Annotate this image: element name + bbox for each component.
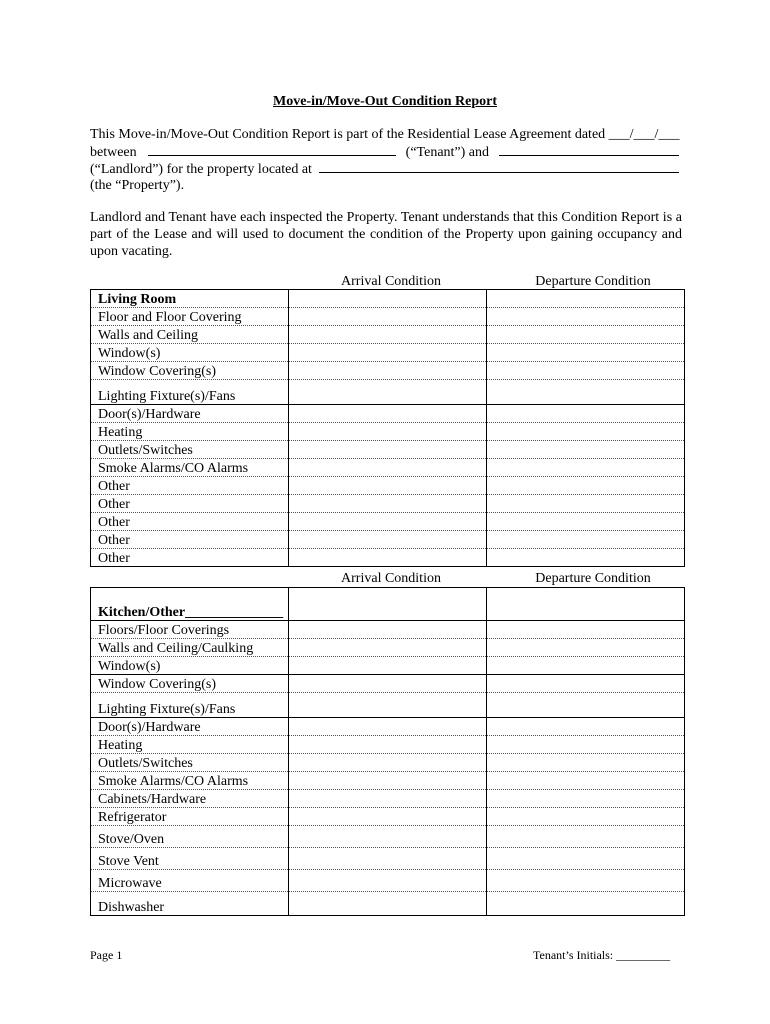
kitchen-item: Stove/Oven <box>91 826 289 848</box>
kitchen-item: Refrigerator <box>91 808 289 826</box>
arrival-condition-cell[interactable] <box>289 344 487 362</box>
table-row <box>91 326 685 344</box>
departure-condition-header-kitchen: Departure Condition <box>535 571 651 586</box>
table-row <box>91 736 685 754</box>
table-row <box>91 826 685 848</box>
arrival-condition-cell[interactable] <box>289 459 487 477</box>
table-row <box>91 675 685 693</box>
living_room-item: Other <box>91 531 289 549</box>
between-label: between <box>90 145 137 160</box>
table-row <box>91 459 685 477</box>
living_room-item: Smoke Alarms/CO Alarms <box>91 459 289 477</box>
departure-condition-cell[interactable] <box>487 848 685 870</box>
kitchen-item: Cabinets/Hardware <box>91 790 289 808</box>
arrival-condition-cell[interactable] <box>289 639 487 657</box>
living_room-item: Other <box>91 477 289 495</box>
table-row <box>91 308 685 326</box>
departure-condition-cell[interactable] <box>487 826 685 848</box>
departure-condition-cell[interactable] <box>487 808 685 826</box>
departure-condition-cell[interactable] <box>487 790 685 808</box>
departure-condition-cell[interactable] <box>487 380 685 405</box>
departure-condition-cell[interactable] <box>487 718 685 736</box>
table-row <box>91 362 685 380</box>
tenant-initials[interactable]: Tenant’s Initials: _________ <box>533 948 671 962</box>
departure-condition-cell[interactable] <box>487 870 685 892</box>
departure-condition-cell[interactable] <box>487 754 685 772</box>
living_room-item: Lighting Fixture(s)/Fans <box>91 380 289 405</box>
departure-condition-cell[interactable] <box>487 549 685 567</box>
arrival-condition-cell[interactable] <box>289 675 487 693</box>
table-row <box>91 870 685 892</box>
living_room-item: Heating <box>91 423 289 441</box>
inspection-paragraph: Landlord and Tenant have each inspected the Property. Tenant understands that this Condition Report is a part of the Lease and will used to document the condition of the Property upon gaining occupancy and upon vacating. <box>90 210 682 259</box>
property-label: (the “Property”). <box>90 178 185 193</box>
arrival-condition-cell[interactable] <box>289 870 487 892</box>
departure-condition-cell[interactable] <box>487 675 685 693</box>
arrival-condition-cell[interactable] <box>289 531 487 549</box>
departure-condition-cell[interactable] <box>487 531 685 549</box>
table-row <box>91 531 685 549</box>
arrival-condition-cell[interactable] <box>289 588 487 621</box>
departure-condition-header: Departure Condition <box>535 274 651 289</box>
arrival-condition-cell[interactable] <box>289 772 487 790</box>
living_room-item: Other <box>91 495 289 513</box>
intro-line-2 <box>90 144 682 161</box>
arrival-condition-cell[interactable] <box>289 380 487 405</box>
intro-line-3 <box>90 161 679 178</box>
table-row <box>91 405 685 423</box>
kitchen-item: Outlets/Switches <box>91 754 289 772</box>
table-row <box>91 621 685 639</box>
living_room-heading: Living Room <box>91 290 289 308</box>
kitchen-item: Stove Vent <box>91 848 289 870</box>
departure-condition-cell[interactable] <box>487 657 685 675</box>
arrival-condition-cell[interactable] <box>289 892 487 916</box>
departure-condition-cell[interactable] <box>487 441 685 459</box>
living_room-item: Window(s) <box>91 344 289 362</box>
departure-condition-cell[interactable] <box>487 639 685 657</box>
departure-condition-cell[interactable] <box>487 513 685 531</box>
arrival-condition-header: Arrival Condition <box>341 274 441 289</box>
departure-condition-cell[interactable] <box>487 588 685 621</box>
table-row <box>91 549 685 567</box>
kitchen-heading: Kitchen/Other______________ <box>91 588 289 621</box>
table-row <box>91 495 685 513</box>
arrival-condition-cell[interactable] <box>289 405 487 423</box>
departure-condition-cell[interactable] <box>487 405 685 423</box>
kitchen-item: Door(s)/Hardware <box>91 718 289 736</box>
arrival-condition-cell[interactable] <box>289 477 487 495</box>
tenant-name-field[interactable] <box>148 144 396 156</box>
kitchen-item: Microwave <box>91 870 289 892</box>
living_room-item: Door(s)/Hardware <box>91 405 289 423</box>
kitchen-table <box>90 587 685 916</box>
departure-condition-cell[interactable] <box>487 772 685 790</box>
arrival-condition-cell[interactable] <box>289 513 487 531</box>
departure-condition-cell[interactable] <box>487 693 685 718</box>
arrival-condition-cell[interactable] <box>289 441 487 459</box>
intro-line-4 <box>90 178 184 194</box>
property-address-field[interactable] <box>319 161 679 173</box>
arrival-condition-cell[interactable] <box>289 621 487 639</box>
living-room-table <box>90 289 685 567</box>
arrival-condition-header-kitchen: Arrival Condition <box>341 571 441 586</box>
table-row <box>91 380 685 405</box>
living_room-item: Other <box>91 549 289 567</box>
arrival-condition-cell[interactable] <box>289 326 487 344</box>
arrival-condition-cell[interactable] <box>289 754 487 772</box>
table-row <box>91 790 685 808</box>
arrival-condition-cell[interactable] <box>289 848 487 870</box>
departure-condition-cell[interactable] <box>487 290 685 308</box>
kitchen-item: Heating <box>91 736 289 754</box>
kitchen-item: Dishwasher <box>91 892 289 916</box>
page-number: Page 1 <box>90 948 123 962</box>
table-row <box>91 639 685 657</box>
departure-condition-cell[interactable] <box>487 308 685 326</box>
departure-condition-cell[interactable] <box>487 477 685 495</box>
kitchen-item: Smoke Alarms/CO Alarms <box>91 772 289 790</box>
arrival-condition-cell[interactable] <box>289 826 487 848</box>
arrival-condition-cell[interactable] <box>289 495 487 513</box>
arrival-condition-cell[interactable] <box>289 423 487 441</box>
kitchen-item: Walls and Ceiling/Caulking <box>91 639 289 657</box>
landlord-name-field[interactable] <box>499 144 679 156</box>
arrival-condition-cell[interactable] <box>289 657 487 675</box>
living_room-item: Other <box>91 513 289 531</box>
departure-condition-cell[interactable] <box>487 362 685 380</box>
table-row <box>91 423 685 441</box>
arrival-condition-cell[interactable] <box>289 718 487 736</box>
table-row <box>91 693 685 718</box>
table-row <box>91 808 685 826</box>
tenant-label: (“Tenant”) and <box>405 145 490 160</box>
table-row <box>91 344 685 362</box>
table-row <box>91 892 685 916</box>
living_room-item: Floor and Floor Covering <box>91 308 289 326</box>
departure-condition-cell[interactable] <box>487 621 685 639</box>
kitchen-item: Floors/Floor Coverings <box>91 621 289 639</box>
kitchen-item: Window Covering(s) <box>91 675 289 693</box>
table-row <box>91 441 685 459</box>
arrival-condition-cell[interactable] <box>289 290 487 308</box>
departure-condition-cell[interactable] <box>487 344 685 362</box>
departure-condition-cell[interactable] <box>487 459 685 477</box>
document-title: Move-in/Move-Out Condition Report <box>273 94 497 109</box>
landlord-label: (“Landlord”) for the property located at <box>90 162 312 177</box>
arrival-condition-cell[interactable] <box>289 362 487 380</box>
intro-line-1 <box>90 127 679 143</box>
departure-condition-cell[interactable] <box>487 326 685 344</box>
arrival-condition-cell[interactable] <box>289 308 487 326</box>
departure-condition-cell[interactable] <box>487 736 685 754</box>
arrival-condition-cell[interactable] <box>289 549 487 567</box>
departure-condition-cell[interactable] <box>487 423 685 441</box>
table-row <box>91 513 685 531</box>
kitchen-item: Lighting Fixture(s)/Fans <box>91 693 289 718</box>
arrival-condition-cell[interactable] <box>289 693 487 718</box>
table-row <box>91 848 685 870</box>
table-row <box>91 477 685 495</box>
arrival-condition-cell[interactable] <box>289 736 487 754</box>
arrival-condition-cell[interactable] <box>289 808 487 826</box>
lease-date-field[interactable]: ___/___/___ <box>608 127 680 142</box>
table-row <box>91 290 685 308</box>
arrival-condition-cell[interactable] <box>289 790 487 808</box>
living_room-item: Outlets/Switches <box>91 441 289 459</box>
table-row <box>91 754 685 772</box>
kitchen-item: Window(s) <box>91 657 289 675</box>
table-row <box>91 718 685 736</box>
living_room-item: Walls and Ceiling <box>91 326 289 344</box>
table-row <box>91 772 685 790</box>
table-row <box>91 588 685 621</box>
intro-text: This Move-in/Move-Out Condition Report is part of the Residential Lease Agreement dated <box>90 127 606 142</box>
departure-condition-cell[interactable] <box>487 495 685 513</box>
departure-condition-cell[interactable] <box>487 892 685 916</box>
living_room-item: Window Covering(s) <box>91 362 289 380</box>
table-row <box>91 657 685 675</box>
